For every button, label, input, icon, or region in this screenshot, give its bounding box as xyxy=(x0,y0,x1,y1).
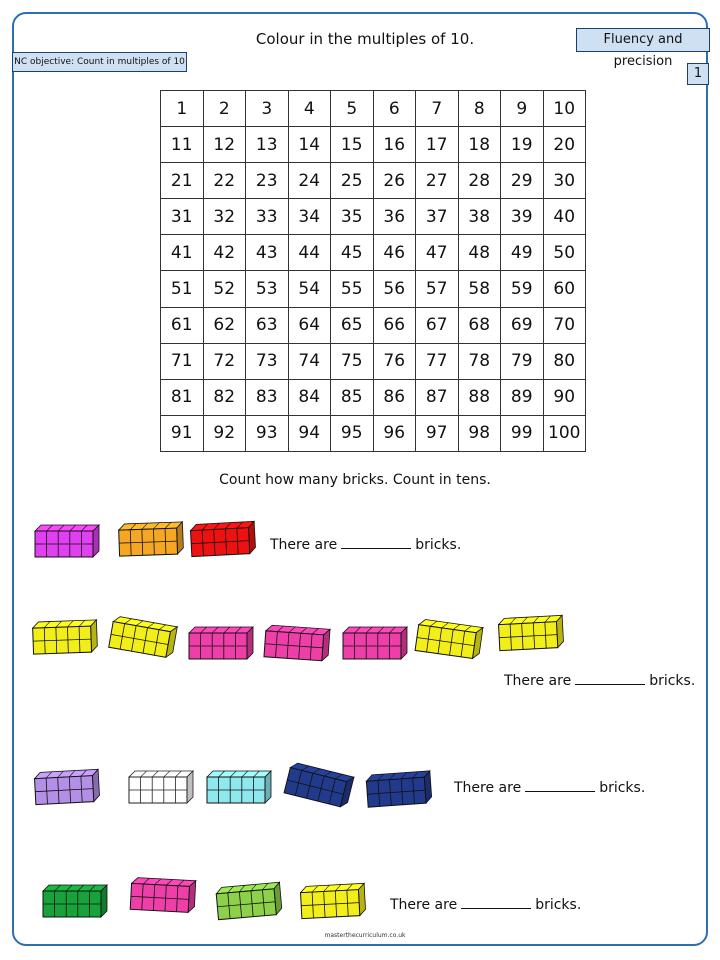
grid-cell[interactable]: 24 xyxy=(288,163,331,199)
grid-cell[interactable]: 100 xyxy=(543,415,586,451)
grid-cell[interactable]: 85 xyxy=(331,379,374,415)
grid-cell[interactable]: 81 xyxy=(161,379,204,415)
grid-cell[interactable]: 93 xyxy=(246,415,289,451)
grid-cell[interactable]: 58 xyxy=(458,271,501,307)
ten-brick xyxy=(206,770,272,804)
grid-cell[interactable]: 10 xyxy=(543,91,586,127)
grid-cell[interactable]: 86 xyxy=(373,379,416,415)
grid-cell[interactable]: 3 xyxy=(246,91,289,127)
answer-suffix: bricks. xyxy=(415,537,462,553)
page-number-badge: 1 xyxy=(687,63,709,85)
ten-brick xyxy=(189,520,257,557)
grid-cell[interactable]: 57 xyxy=(416,271,459,307)
grid-cell[interactable]: 53 xyxy=(246,271,289,307)
answer-blank[interactable] xyxy=(525,779,595,792)
grid-cell[interactable]: 51 xyxy=(161,271,204,307)
grid-cell[interactable]: 7 xyxy=(416,91,459,127)
grid-cell[interactable]: 70 xyxy=(543,307,586,343)
grid-cell[interactable]: 49 xyxy=(501,235,544,271)
answer-prefix: There are xyxy=(504,673,572,689)
grid-cell[interactable]: 76 xyxy=(373,343,416,379)
answer-line-1 xyxy=(270,536,461,553)
answer-prefix: There are xyxy=(270,537,338,553)
grid-cell[interactable]: 79 xyxy=(501,343,544,379)
grid-cell[interactable]: 77 xyxy=(416,343,459,379)
grid-row xyxy=(161,343,586,379)
ten-brick xyxy=(299,882,367,919)
grid-cell[interactable]: 21 xyxy=(161,163,204,199)
page-title: Colour in the multiples of 10. xyxy=(255,30,475,48)
grid-cell[interactable]: 1 xyxy=(161,91,204,127)
answer-suffix: bricks. xyxy=(599,780,646,796)
grid-cell[interactable]: 78 xyxy=(458,343,501,379)
answer-blank[interactable] xyxy=(341,536,411,549)
ten-brick xyxy=(34,524,100,558)
grid-cell[interactable]: 28 xyxy=(458,163,501,199)
grid-cell[interactable]: 97 xyxy=(416,415,459,451)
grid-cell[interactable]: 67 xyxy=(416,307,459,343)
answer-blank[interactable] xyxy=(575,672,645,685)
grid-cell[interactable]: 14 xyxy=(288,127,331,163)
ten-brick xyxy=(365,770,433,809)
grid-cell[interactable]: 88 xyxy=(458,379,501,415)
grid-cell[interactable]: 65 xyxy=(331,307,374,343)
grid-cell[interactable]: 98 xyxy=(458,415,501,451)
grid-cell[interactable]: 69 xyxy=(501,307,544,343)
grid-cell[interactable]: 35 xyxy=(331,199,374,235)
ten-brick xyxy=(129,876,197,913)
grid-cell[interactable]: 26 xyxy=(373,163,416,199)
ten-brick xyxy=(188,626,254,660)
grid-cell[interactable]: 75 xyxy=(331,343,374,379)
grid-cell[interactable]: 41 xyxy=(161,235,204,271)
grid-cell[interactable]: 30 xyxy=(543,163,586,199)
grid-cell[interactable]: 42 xyxy=(203,235,246,271)
grid-cell[interactable]: 16 xyxy=(373,127,416,163)
grid-cell[interactable]: 80 xyxy=(543,343,586,379)
grid-cell[interactable]: 99 xyxy=(501,415,544,451)
answer-line-2 xyxy=(504,672,695,689)
grid-cell[interactable]: 62 xyxy=(203,307,246,343)
grid-row xyxy=(161,307,586,343)
grid-cell[interactable]: 55 xyxy=(331,271,374,307)
grid-cell[interactable]: 36 xyxy=(373,199,416,235)
grid-cell[interactable]: 56 xyxy=(373,271,416,307)
grid-row xyxy=(161,163,586,199)
grid-cell[interactable]: 34 xyxy=(288,199,331,235)
grid-cell[interactable]: 46 xyxy=(373,235,416,271)
answer-suffix: bricks. xyxy=(535,897,582,913)
ten-brick xyxy=(263,624,331,663)
fluency-tag: Fluency and precision xyxy=(576,28,710,52)
grid-row xyxy=(161,199,586,235)
grid-cell[interactable]: 20 xyxy=(543,127,586,163)
grid-cell[interactable]: 13 xyxy=(246,127,289,163)
grid-cell[interactable]: 4 xyxy=(288,91,331,127)
grid-cell[interactable]: 19 xyxy=(501,127,544,163)
grid-cell[interactable]: 59 xyxy=(501,271,544,307)
grid-cell[interactable]: 27 xyxy=(416,163,459,199)
ten-brick xyxy=(31,619,98,655)
grid-cell[interactable]: 47 xyxy=(416,235,459,271)
grid-cell[interactable]: 39 xyxy=(501,199,544,235)
grid-row xyxy=(161,415,586,451)
grid-cell[interactable]: 96 xyxy=(373,415,416,451)
grid-cell[interactable]: 87 xyxy=(416,379,459,415)
grid-cell[interactable]: 95 xyxy=(331,415,374,451)
grid-cell[interactable]: 92 xyxy=(203,415,246,451)
grid-cell[interactable]: 82 xyxy=(203,379,246,415)
grid-row xyxy=(161,379,586,415)
grid-cell[interactable]: 66 xyxy=(373,307,416,343)
grid-cell[interactable]: 44 xyxy=(288,235,331,271)
grid-cell[interactable]: 33 xyxy=(246,199,289,235)
grid-row xyxy=(161,91,586,127)
answer-line-4 xyxy=(390,896,581,913)
grid-cell[interactable]: 25 xyxy=(331,163,374,199)
answer-line-3 xyxy=(454,779,645,796)
ten-brick xyxy=(342,626,408,660)
hundred-square xyxy=(160,90,586,452)
grid-cell[interactable]: 32 xyxy=(203,199,246,235)
grid-cell[interactable]: 23 xyxy=(246,163,289,199)
grid-cell[interactable]: 9 xyxy=(501,91,544,127)
grid-cell[interactable]: 38 xyxy=(458,199,501,235)
ten-brick xyxy=(117,521,184,557)
footer-url: masterthecurriculum.co.uk xyxy=(324,932,406,939)
grid-cell[interactable]: 31 xyxy=(161,199,204,235)
brick-instruction: Count how many bricks. Count in tens. xyxy=(219,472,491,488)
grid-cell[interactable]: 22 xyxy=(203,163,246,199)
grid-cell[interactable]: 83 xyxy=(246,379,289,415)
grid-cell[interactable]: 89 xyxy=(501,379,544,415)
grid-cell[interactable]: 18 xyxy=(458,127,501,163)
grid-cell[interactable]: 68 xyxy=(458,307,501,343)
grid-row xyxy=(161,271,586,307)
grid-cell[interactable]: 52 xyxy=(203,271,246,307)
grid-cell[interactable]: 91 xyxy=(161,415,204,451)
grid-row xyxy=(161,127,586,163)
grid-cell[interactable]: 2 xyxy=(203,91,246,127)
grid-cell[interactable]: 50 xyxy=(543,235,586,271)
grid-cell[interactable]: 74 xyxy=(288,343,331,379)
grid-cell[interactable]: 54 xyxy=(288,271,331,307)
answer-suffix: bricks. xyxy=(649,673,696,689)
grid-cell[interactable]: 73 xyxy=(246,343,289,379)
grid-cell[interactable]: 48 xyxy=(458,235,501,271)
answer-prefix: There are xyxy=(390,897,458,913)
answer-prefix: There are xyxy=(454,780,522,796)
grid-cell[interactable]: 63 xyxy=(246,307,289,343)
grid-cell[interactable]: 45 xyxy=(331,235,374,271)
grid-cell[interactable]: 90 xyxy=(543,379,586,415)
ten-brick xyxy=(215,881,284,921)
grid-cell[interactable]: 37 xyxy=(416,199,459,235)
grid-cell[interactable]: 29 xyxy=(501,163,544,199)
grid-cell[interactable]: 17 xyxy=(416,127,459,163)
answer-blank[interactable] xyxy=(461,896,531,909)
grid-cell[interactable]: 11 xyxy=(161,127,204,163)
grid-cell[interactable]: 40 xyxy=(543,199,586,235)
nc-objective-label: NC objective: Count in multiples of 10 xyxy=(12,52,187,72)
grid-cell[interactable]: 94 xyxy=(288,415,331,451)
grid-cell[interactable]: 8 xyxy=(458,91,501,127)
grid-cell[interactable]: 71 xyxy=(161,343,204,379)
ten-brick xyxy=(128,770,194,804)
ten-brick xyxy=(497,614,565,651)
grid-cell[interactable]: 60 xyxy=(543,271,586,307)
grid-row xyxy=(161,235,586,271)
grid-cell[interactable]: 15 xyxy=(331,127,374,163)
ten-brick xyxy=(42,884,108,918)
grid-cell[interactable]: 72 xyxy=(203,343,246,379)
grid-cell[interactable]: 5 xyxy=(331,91,374,127)
grid-cell[interactable]: 64 xyxy=(288,307,331,343)
grid-cell[interactable]: 61 xyxy=(161,307,204,343)
ten-brick xyxy=(33,768,101,805)
grid-cell[interactable]: 43 xyxy=(246,235,289,271)
grid-cell[interactable]: 12 xyxy=(203,127,246,163)
grid-cell[interactable]: 6 xyxy=(373,91,416,127)
grid-cell[interactable]: 84 xyxy=(288,379,331,415)
